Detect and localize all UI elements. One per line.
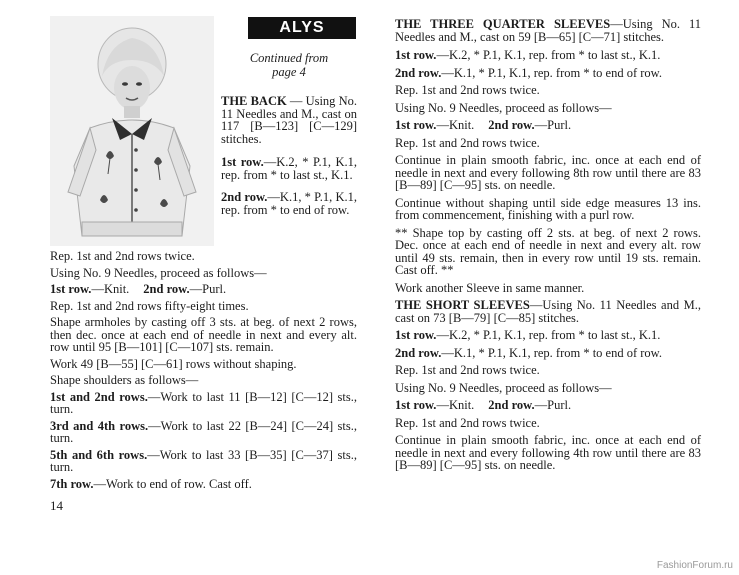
- left-s2-label: 3rd and 4th rows.: [50, 418, 149, 433]
- right-column-instructions: [395, 18, 701, 472]
- ss-continue: Continue in plain smooth fabric, inc. once at each end of needle in next and every following 4th row until there are 83 [B—89] [C—95] sts. on needle.: [395, 433, 701, 472]
- left-knit-text: —Knit.: [91, 282, 130, 296]
- back-section: [221, 95, 357, 216]
- left-armholes: Shape armholes by casting off 3 sts. at beg. of next 2 rows, then dec. once at each end of needle in next and every alt. row until 95 [B—101] [C—107] sts. remain.: [50, 315, 357, 354]
- left-s2-text: —Work to last 22 [B—24] [C—24] sts., turn.: [50, 418, 358, 445]
- watermark: FashionForum.ru: [656, 560, 733, 571]
- left-s4-text: —Work to end of row. Cast off.: [93, 476, 252, 491]
- left-rep: Rep. 1st and 2nd rows fifty-eight times.: [50, 298, 249, 313]
- ss-row1-text: —K.2, * P.1, K.1, rep. from * to last st., K.1.: [436, 328, 661, 342]
- ss-row2-text: —K.1, * P.1, K.1, rep. from * to end of row.: [441, 345, 663, 360]
- tq-rep: Rep. 1st and 2nd rows twice.: [395, 83, 540, 97]
- tq-intro: —Using No. 11 Needles and M., cast on 59 [B—65] [C—71] stitches.: [395, 17, 701, 44]
- left-s1-text: —Work to last 11 [B—12] [C—12] sts., turn.: [50, 389, 357, 416]
- tq-knit-text: —Knit.: [436, 118, 475, 132]
- continued-line-1: Continued from: [249, 51, 329, 65]
- tq-purl-text: —Purl.: [534, 118, 572, 132]
- back-row1-label: 1st row.: [221, 155, 264, 169]
- left-knit-label: 1st row.: [50, 282, 92, 296]
- left-work: Work 49 [B—55] [C—61] rows without shaping.: [50, 356, 297, 371]
- back-row2-text: —K.1, * P.1, K.1, rep. from * to end of row.: [221, 190, 357, 217]
- model-photo: [50, 16, 214, 246]
- tq-shape: ** Shape top by casting off 2 sts. at beg. of next 2 rows. Dec. once at each end of needle in next and every alt. row until 49 sts. remain, then in every row until 19 sts. remain. Cast off. **: [395, 225, 701, 277]
- left-line-2: Using No. 9 Needles, proceed as follows—: [50, 265, 267, 280]
- tq-row2-text: —K.1, * P.1, K.1, rep. from * to end of row.: [441, 65, 663, 80]
- ss-purl-label: 2nd row.: [488, 398, 535, 412]
- ss-intro: —Using No. 11 Needles and M., cast on 73 [B—79] [C—85] stitches.: [395, 298, 701, 325]
- tq-using: Using No. 9 Needles, proceed as follows—: [395, 100, 612, 115]
- left-purl-label: 2nd row.: [143, 282, 190, 296]
- ss-rep: Rep. 1st and 2nd rows twice.: [395, 363, 540, 377]
- tq-continue: Continue in plain smooth fabric, inc. once at each end of needle in next and every following 8th row until there are 83 [B—89] [C—95] sts. on needle.: [395, 153, 701, 192]
- model-illustration: [50, 16, 214, 246]
- left-column-instructions: [50, 250, 357, 490]
- left-line-1: Rep. 1st and 2nd rows twice.: [50, 249, 195, 263]
- continued-line-2: page 4: [272, 65, 306, 79]
- left-s1-label: 1st and 2nd rows.: [50, 389, 148, 404]
- ss-purl-text: —Purl.: [534, 398, 572, 412]
- left-s3-label: 5th and 6th rows.: [50, 447, 148, 462]
- back-intro: — Using No. 11 Needles and M., cast on 117 [B—123] [C—129] stitches.: [221, 94, 358, 146]
- ss-row2-label: 2nd row.: [395, 345, 442, 360]
- ss-knit-label: 1st row.: [395, 398, 437, 412]
- tq-row1-label: 1st row.: [395, 48, 437, 62]
- page-number: 14: [50, 498, 63, 513]
- tq-knit-label: 1st row.: [395, 118, 437, 132]
- short-sleeves-title: THE SHORT SLEEVES: [395, 298, 530, 312]
- left-s4-label: 7th row.: [50, 476, 94, 491]
- ss-rep2: Rep. 1st and 2nd rows twice.: [395, 415, 540, 430]
- three-quarter-sleeves-title: THE THREE QUARTER SLEEVES: [395, 17, 611, 31]
- left-purl-text: —Purl.: [189, 282, 227, 296]
- ss-using: Using No. 9 Needles, proceed as follows—: [395, 380, 612, 395]
- ss-knit-text: —Knit.: [436, 398, 475, 412]
- left-shoulders: Shape shoulders as follows—: [50, 373, 199, 387]
- tq-row2-label: 2nd row.: [395, 65, 442, 80]
- tq-purl-label: 2nd row.: [488, 118, 535, 132]
- back-title: THE BACK: [221, 94, 287, 108]
- tq-row1-text: —K.2, * P.1, K.1, rep. from * to last st., K.1.: [436, 48, 661, 62]
- continued-note: [222, 51, 356, 79]
- ss-row1-label: 1st row.: [395, 328, 437, 342]
- tq-without: Continue without shaping until side edge measures 13 ins. from commencement, finishing with a purl row.: [395, 195, 701, 222]
- tq-rep2: Rep. 1st and 2nd rows twice.: [395, 135, 540, 150]
- back-row2-label: 2nd row.: [221, 190, 268, 204]
- left-s3-text: —Work to last 33 [B—35] [C—37] sts., turn.: [50, 447, 357, 474]
- pattern-name-banner: ALYS: [248, 17, 356, 39]
- back-row1-text: —K.2, * P.1, K.1, rep. from * to last st., K.1.: [221, 155, 357, 182]
- tq-another: Work another Sleeve in same manner.: [395, 280, 585, 295]
